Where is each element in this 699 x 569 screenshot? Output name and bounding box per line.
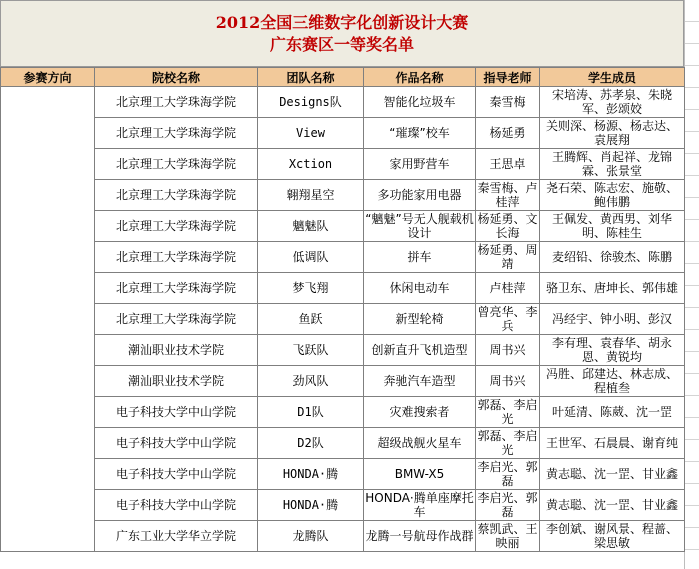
teacher-cell: 郭磊、李启光 (477, 429, 538, 457)
team-cell: 魑魅队 (258, 211, 364, 242)
title-banner (0, 0, 684, 67)
table-row (1, 366, 685, 397)
table-row (1, 211, 685, 242)
work-cell: 超级战舰火星车 (364, 428, 476, 459)
header-teacher: 指导老师 (476, 68, 540, 87)
school-cell: 北京理工大学珠海学院 (95, 242, 258, 273)
team-cell: 劲风队 (258, 366, 364, 397)
teacher-cell: 郭磊、李启光 (477, 398, 538, 426)
table-row (1, 180, 685, 211)
work-cell: HONDA·腾单座摩托车 (365, 491, 474, 519)
school-cell: 北京理工大学珠海学院 (95, 149, 258, 180)
table-row (1, 304, 685, 335)
spreadsheet-gridlines (684, 0, 699, 569)
members-cell: 黄志聪、沈一罡、甘业鑫 (540, 490, 685, 521)
members-cell: 冯胜、邱建达、林志成、程植叁 (540, 366, 685, 397)
title-line-1: 2012全国三维数字化创新设计大赛 (215, 12, 469, 32)
team-cell: View (258, 118, 364, 149)
table-row (1, 87, 685, 118)
table-row (1, 273, 685, 304)
members-cell: 关则深、杨源、杨志达、袁展翔 (540, 118, 685, 149)
team-cell: D2队 (258, 428, 364, 459)
work-cell: BMW-X5 (364, 459, 476, 490)
award-table (0, 67, 685, 552)
work-cell: 拼车 (364, 242, 476, 273)
header-team: 团队名称 (258, 68, 364, 87)
members-cell: 麦绍铅、徐骏杰、陈鹏 (540, 242, 685, 273)
team-cell: 梦飞翔 (258, 273, 364, 304)
school-cell: 电子科技大学中山学院 (95, 428, 258, 459)
title-line-2: 广东赛区一等奖名单 (269, 34, 414, 54)
table-row (1, 490, 685, 521)
work-cell: 多功能家用电器 (364, 180, 476, 211)
school-cell: 电子科技大学中山学院 (95, 459, 258, 490)
team-cell: 鱼跃 (258, 304, 364, 335)
header-school: 院校名称 (95, 68, 258, 87)
teacher-cell: 杨延勇、周靖 (477, 243, 538, 271)
direction-cell (1, 87, 95, 552)
teacher-cell: 李启光、郭磊 (477, 460, 538, 488)
team-cell: D1队 (258, 397, 364, 428)
members-cell: 叶延清、陈葳、沈一罡 (540, 397, 685, 428)
members-cell: 宋培涛、苏孝泉、朱晓军、彭颂姣 (540, 87, 685, 118)
table-row (1, 335, 685, 366)
teacher-cell: 杨延勇 (476, 118, 540, 149)
table-row (1, 428, 685, 459)
school-cell: 潮汕职业技术学院 (95, 366, 258, 397)
work-cell: 创新直升飞机造型 (364, 335, 476, 366)
teacher-cell: 周书兴 (476, 366, 540, 397)
teacher-cell: 周书兴 (476, 335, 540, 366)
school-cell: 北京理工大学珠海学院 (95, 180, 258, 211)
school-cell: 北京理工大学珠海学院 (95, 87, 258, 118)
table-row (1, 149, 685, 180)
table-row (1, 521, 685, 552)
work-cell: 奔驰汽车造型 (364, 366, 476, 397)
teacher-cell: 秦雪梅、卢桂萍 (477, 181, 538, 209)
school-cell: 北京理工大学珠海学院 (95, 211, 258, 242)
members-cell: 王佩发、黄西男、刘华明、陈桂生 (540, 211, 685, 242)
school-cell: 北京理工大学珠海学院 (95, 304, 258, 335)
school-cell: 广东工业大学华立学院 (95, 521, 258, 552)
members-cell: 李有理、袁春华、胡永恩、黄锐均 (540, 335, 685, 366)
team-cell: 翱翔星空 (258, 180, 364, 211)
team-cell: 飞跃队 (258, 335, 364, 366)
teacher-cell: 王思卓 (476, 149, 540, 180)
school-cell: 电子科技大学中山学院 (95, 397, 258, 428)
work-cell: “魑魅”号无人舰载机设计 (365, 212, 474, 240)
table-row (1, 118, 685, 149)
members-cell: 王世军、石晨晨、谢育纯 (540, 428, 685, 459)
members-cell: 李创斌、谢风景、程蔷、梁思敏 (540, 521, 685, 552)
header-row (1, 68, 685, 87)
members-cell: 王腾辉、肖起祥、龙锦霖、张景堂 (540, 149, 685, 180)
school-cell: 北京理工大学珠海学院 (95, 118, 258, 149)
work-cell: 家用野营车 (364, 149, 476, 180)
teacher-cell: 杨延勇、文长海 (477, 212, 538, 240)
teacher-cell: 卢桂萍 (476, 273, 540, 304)
team-cell: Xction (258, 149, 364, 180)
work-cell: 休闲电动车 (364, 273, 476, 304)
header-members: 学生成员 (540, 68, 685, 87)
team-cell: HONDA·腾 (258, 490, 364, 521)
work-cell: 灾难搜索者 (364, 397, 476, 428)
members-cell: 骆卫东、唐坤长、郭伟雄 (540, 273, 685, 304)
members-cell: 冯经宇、钟小明、彭汉 (540, 304, 685, 335)
table-row (1, 242, 685, 273)
work-cell: 智能化垃圾车 (364, 87, 476, 118)
school-cell: 潮汕职业技术学院 (95, 335, 258, 366)
work-cell: 龙腾一号航母作战群 (364, 521, 476, 552)
school-cell: 北京理工大学珠海学院 (95, 273, 258, 304)
table-row (1, 397, 685, 428)
work-cell: 新型轮椅 (364, 304, 476, 335)
members-cell: 黄志聪、沈一罡、甘业鑫 (540, 459, 685, 490)
team-cell: 龙腾队 (258, 521, 364, 552)
work-cell: “璀璨”校车 (364, 118, 476, 149)
school-cell: 电子科技大学中山学院 (95, 490, 258, 521)
team-cell: HONDA·腾 (258, 459, 364, 490)
teacher-cell: 秦雪梅 (476, 87, 540, 118)
header-direction: 参赛方向 (1, 68, 95, 87)
header-work: 作品名称 (364, 68, 476, 87)
team-cell: Designs队 (258, 87, 364, 118)
teacher-cell: 蔡凯武、王映丽 (477, 522, 538, 550)
table-row (1, 459, 685, 490)
teacher-cell: 曾亮华、李兵 (477, 305, 538, 333)
teacher-cell: 李启光、郭磊 (477, 491, 538, 519)
members-cell: 尧石荣、陈志宏、施敬、鲍伟鹏 (540, 180, 685, 211)
team-cell: 低调队 (258, 242, 364, 273)
